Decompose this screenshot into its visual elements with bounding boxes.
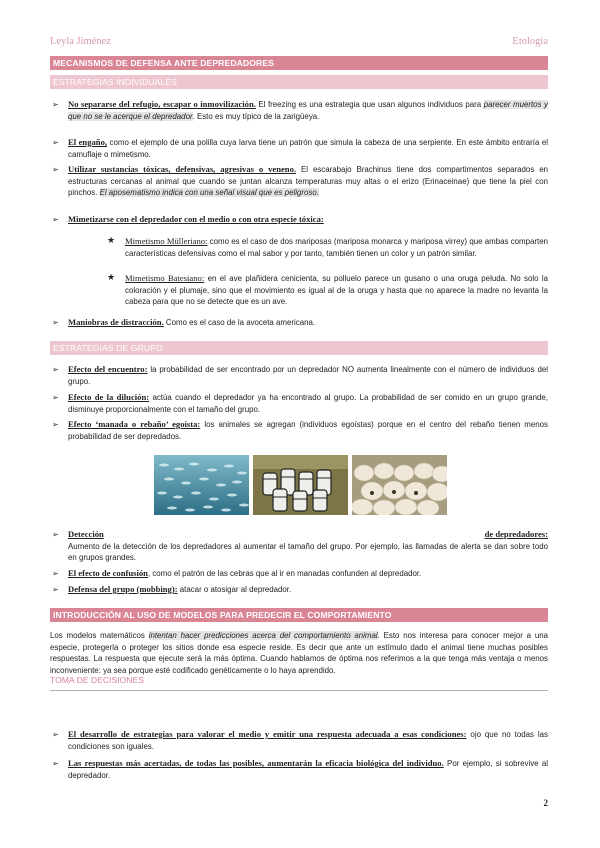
- fish-school-image: [154, 455, 249, 515]
- arrow-right-icon: ➢: [52, 365, 59, 374]
- arrow-right-icon: ➢: [52, 759, 59, 768]
- sub-list-item: ★ Mimetismo Mülleriano: como es el caso de dos mariposas (mariposa monarca y mariposa virrey) que ambas comparten características defensivas como el mal sabor y por tanto, también tienen un color y un patrón similar.: [107, 235, 548, 258]
- list-item: ➢ Detección de depredadores: Aumento de la detección de los depredadores al aumentar el tamaño del grupo. Por ejemplo, las llamadas de alerta se dan sobre todo en grupos grandes.: [52, 529, 548, 563]
- arrow-right-icon: ➢: [52, 730, 59, 739]
- zebra-herd-image: [253, 455, 348, 515]
- list-item: ➢ Efecto del encuentro: la probabilidad de ser encontrado por un depredador NO aumenta linealmente con el número de individuos del grupo.: [52, 364, 548, 386]
- list-item: ➢ Efecto ‘manada o rebaño’ egoísta: los animales se agregan (individuos egoístas) porque en el centro del rebaño tienen menos probabilidad de ser depredados.: [52, 419, 548, 441]
- arrow-right-icon: ➢: [52, 215, 59, 224]
- arrow-right-icon: ➢: [52, 530, 59, 539]
- sheep-flock-image: [352, 455, 447, 515]
- list-item: ➢ El engaño, como el ejemplo de una polilla cuya larva tiene un patrón que simula la cabeza de una serpiente. En este ámbito entraría el camuflaje o mimetismo.: [52, 137, 548, 159]
- arrow-right-icon: ➢: [52, 318, 59, 327]
- page-number: 2: [543, 798, 548, 808]
- arrow-right-icon: ➢: [52, 393, 59, 402]
- sub-list-item: ★ Mimetismo Batesiano: en el ave plañidera cenicienta, su polluelo parece un gusano o una oruga peluda. No solo la coloración y el plumaje, sino que el movimiento es igual al de la oruga y hasta que no aparece la madre no levanta la cabeza para que no se detecte que es un ave.: [107, 272, 548, 307]
- header-subject: Etología: [512, 36, 548, 47]
- arrow-right-icon: ➢: [52, 420, 59, 429]
- intro-paragraph: Los modelos matemáticos intentan hacer predicciones acerca del comportamiento animal. Esto nos interesa para conocer mejor a una especie, protegerla o proteger los sitios donde esa especie reside. Es decir que ante un estímulo dado el animal tiene muchas posibles respuestas. La respuesta que ejecute será la más óptima. Cuando hablamos de óptima nos referimos a la que tenga más ventaja o menos inconveniente: ya sea porque esté codificado genéticamente o lo haya aprendido.: [50, 631, 548, 675]
- list-item: ➢ Utilizar sustancias tóxicas, defensivas, agresivas o veneno. El escarabajo Brachinus tiene dos compartimentos separados en estructuras cercanas al animal que cuando se juntan alcanza temperaturas muy altas o el erizo (Erinaceinae) que tiene la piel con pinchos. El aposematismo indica con una señal visual que es peligroso.: [52, 164, 548, 198]
- list-item: ➢ El desarrollo de estrategias para valorar el medio y emitir una respuesta adecuada a esas condiciones: ojo que no todas las condiciones son iguales.: [52, 729, 549, 751]
- arrow-right-icon: ➢: [52, 138, 59, 147]
- list-item: ➢ Defensa del grupo (mobbing): atacar o atosigar al depredador.: [52, 584, 292, 594]
- list-item: ➢ El efecto de confusión, como el patrón de las cebras que al ir en manadas confunden al depredador.: [52, 568, 422, 578]
- arrow-right-icon: ➢: [52, 569, 59, 578]
- arrow-right-icon: ➢: [52, 585, 59, 594]
- list-item: ➢ Mimetizarse con el depredador con el medio o con otra especie tóxica:: [52, 214, 324, 224]
- star-icon: ★: [107, 272, 116, 282]
- list-item: ➢ Maniobras de distracción. Como es el caso de la avoceta americana.: [52, 317, 316, 327]
- list-item: ➢ No separarse del refugio, escapar o inmovilización. El freezing es una estrategia que usan algunos individuos para parecer muertos y que no se le acerque el depredador. Esto es muy típico de la zarigüeya.: [52, 99, 548, 121]
- header-author: Leyla Jiménez: [50, 36, 111, 47]
- list-item: ➢ Las respuestas más acertadas, de todas las posibles, aumentarán la eficacia biológica del individuo. Por ejemplo, si sobrevive al depredador.: [52, 758, 548, 780]
- section-title-defensa: MECANISMOS DE DEFENSA ANTE DEPREDADORES: [50, 56, 548, 70]
- star-icon: ★: [107, 235, 116, 245]
- divider: [50, 690, 548, 691]
- subsection-title-individuales: ESTRATEGIAS INDIVIDUALES: [50, 75, 548, 89]
- arrow-right-icon: ➢: [52, 165, 59, 174]
- subsection-title-decisiones: TOMA DE DECISIONES: [50, 675, 144, 685]
- subsection-title-grupo: ESTRATEGIAS DE GRUPO: [50, 341, 548, 355]
- list-item: ➢ Efecto de la dilución: actúa cuando el depredador ya ha encontrado al grupo. La probabilidad de ser comido en un grupo grande, disminuye proporcionalmente con el tamaño del grupo.: [52, 392, 548, 414]
- arrow-right-icon: ➢: [52, 100, 59, 109]
- section-title-modelos: INTRODUCCIÓN AL USO DE MODELOS PARA PREDECIR EL COMPORTAMIENTO: [50, 608, 548, 622]
